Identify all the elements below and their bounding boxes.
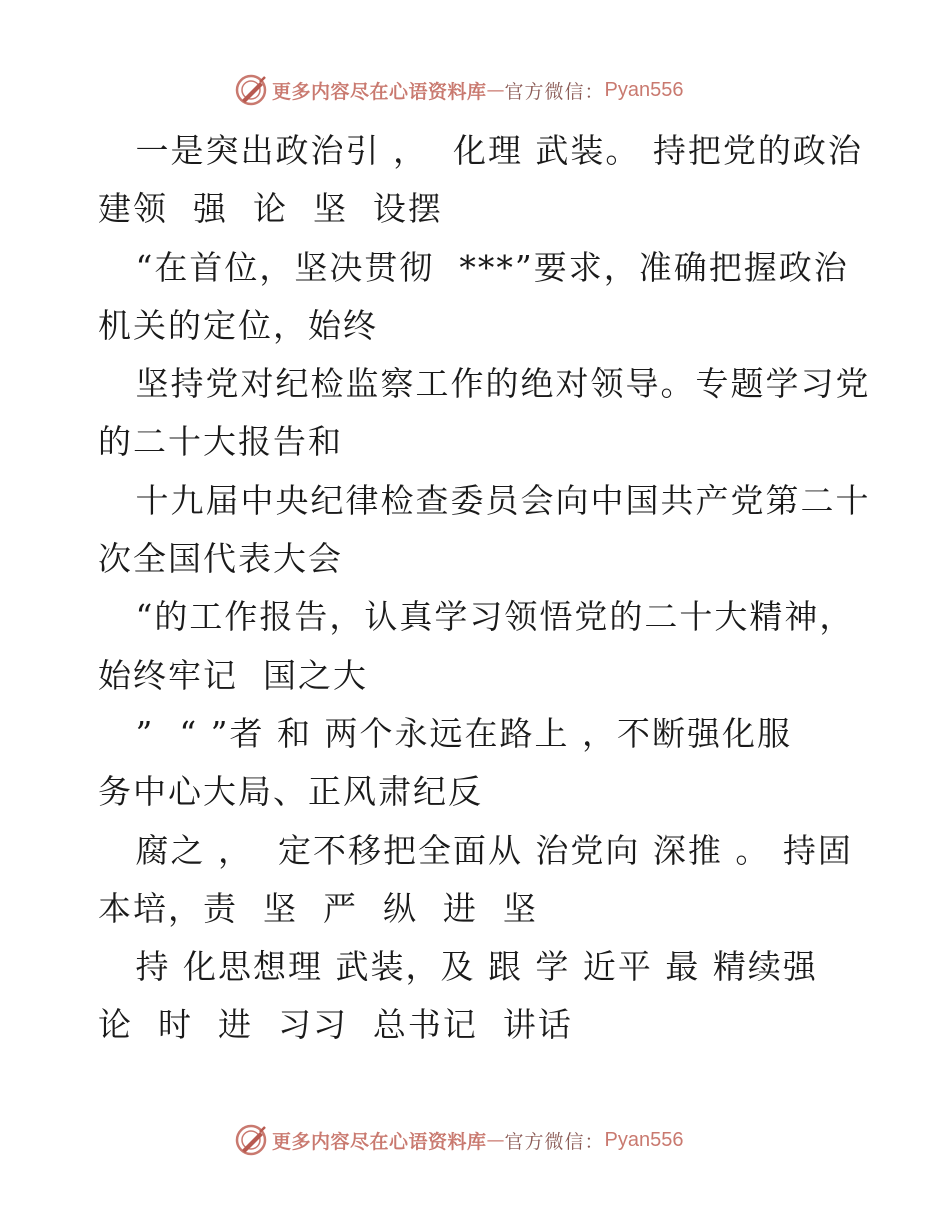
watermark-official-label: 官方微信： <box>504 1130 605 1153</box>
watermark-site-text: 更多内容尽在心语资料库 <box>272 80 487 103</box>
text-line: 论 时 进 习习 总书记 讲话 <box>98 1005 573 1045</box>
pen-logo-icon <box>234 1123 268 1157</box>
text-line: 一是突出政治引 ， 化理 武装。 持把党的政治 <box>98 131 863 170</box>
watermark-dash: — <box>486 79 505 101</box>
text-line: 建领 强 论 坚 设摆 <box>98 189 443 229</box>
watermark-site-text: 更多内容尽在心语资料库 <box>272 1130 487 1153</box>
text-line: 的二十大报告和 <box>98 422 343 462</box>
text-line: “在首位，坚决贯彻 ***”要求，准确把握政治 <box>98 247 849 287</box>
text-line: 务中心大局、正风肃纪反 <box>98 772 483 812</box>
text-line: 始终牢记 国之大 <box>98 655 368 695</box>
text-line: ” “ ”者 和 两个永远在路上 ，不断强化服 <box>98 713 793 753</box>
text-line: 机关的定位，始终 <box>98 305 378 345</box>
watermark-wechat-id: Pyan556 <box>604 78 684 101</box>
pen-logo-icon <box>234 73 268 107</box>
watermark-dash: — <box>486 1129 505 1151</box>
text-line: “的工作报告，认真学习领悟党的二十大精神， <box>98 597 855 637</box>
text-line: 腐之 ， 定不移把全面从 治党向 深推 。 持固 <box>98 830 853 870</box>
header-watermark <box>234 73 684 107</box>
document-body <box>98 122 871 1055</box>
watermark-wechat-id: Pyan556 <box>604 1128 684 1151</box>
text-line: 持 化思想理 武装，及 跟 学 近平 最 精续强 <box>98 947 818 987</box>
text-line: 十九届中央纪律检查委员会向中国共产党第二十 <box>98 480 871 520</box>
footer-watermark <box>234 1123 684 1157</box>
text-line: 坚持党对纪检监察工作的绝对领导。专题学习党 <box>98 364 871 404</box>
watermark-official-label: 官方微信： <box>504 80 605 103</box>
text-line: 本培，责 坚 严 纵 进 坚 <box>98 888 538 928</box>
text-line: 次全国代表大会 <box>98 539 343 579</box>
